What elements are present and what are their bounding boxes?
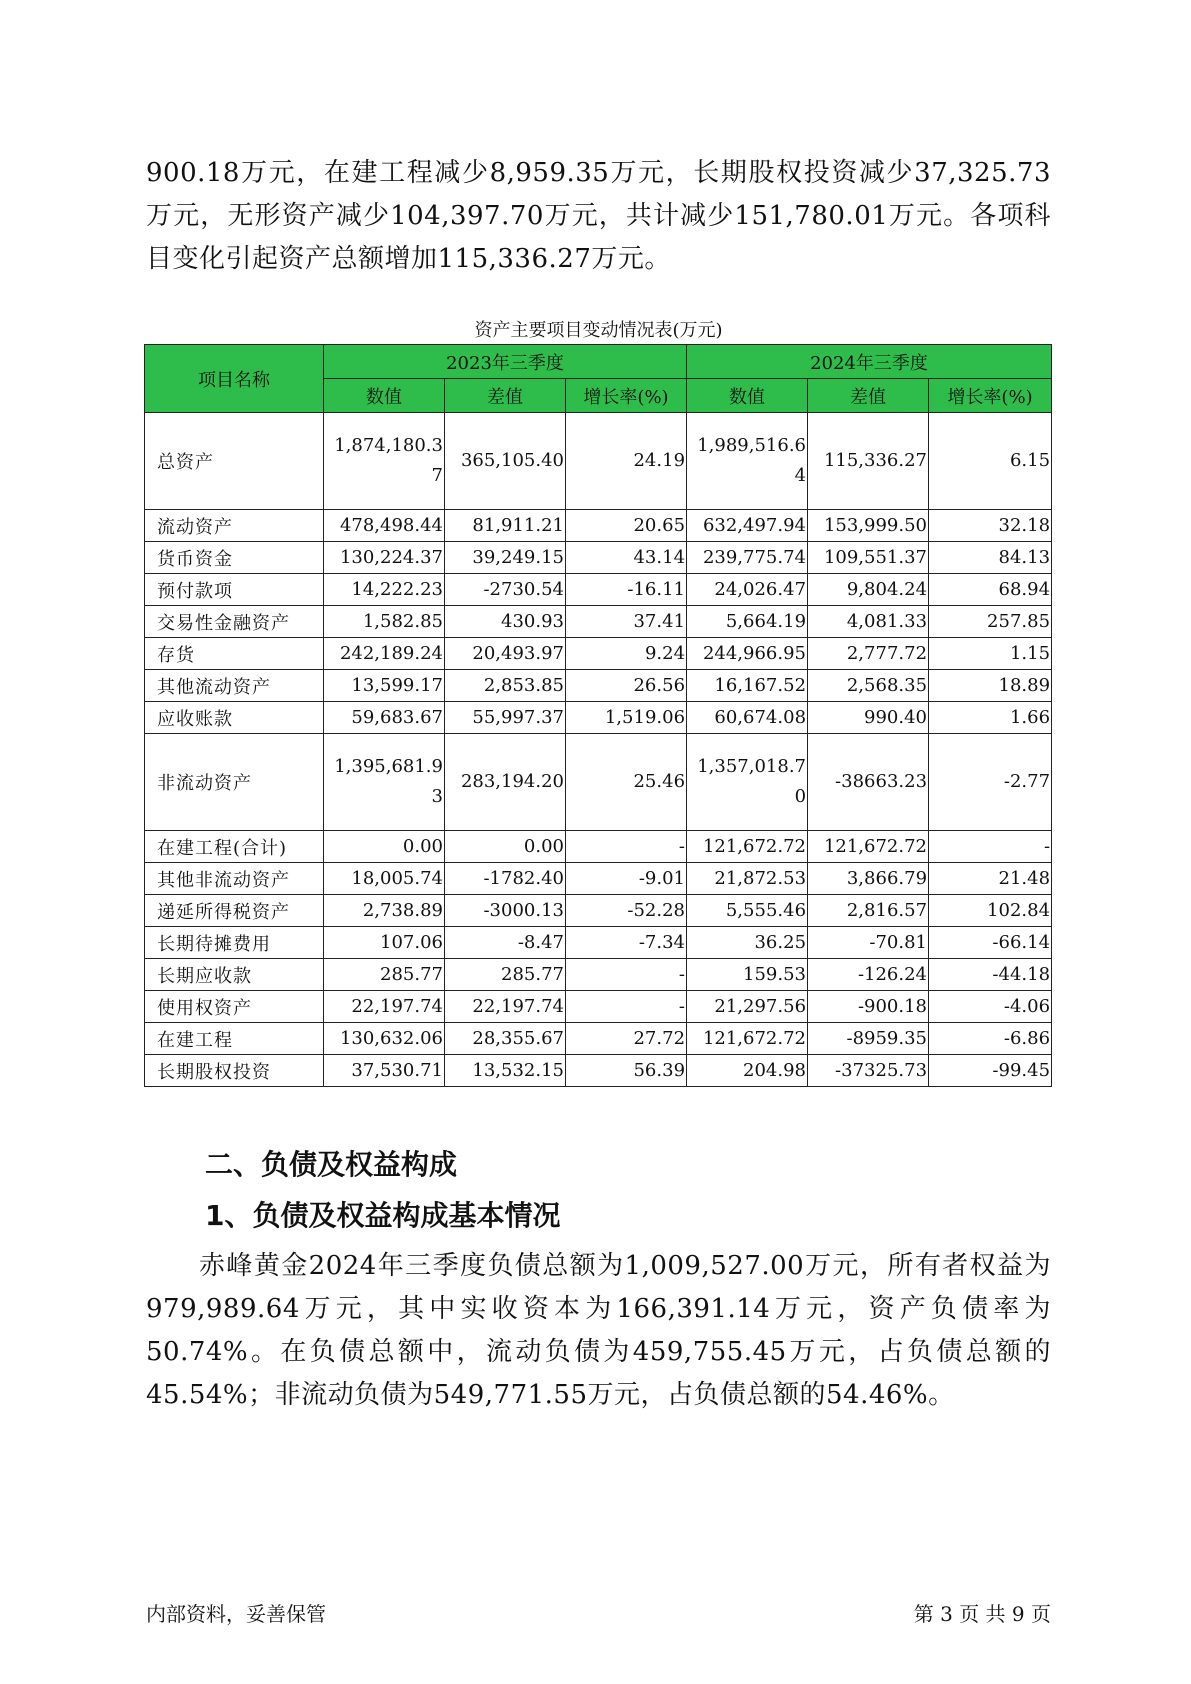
row-value-cell: -7.34 (566, 927, 687, 959)
row-value-cell: 990.40 (808, 702, 929, 734)
row-value-cell: -126.24 (808, 959, 929, 991)
row-value-cell: 84.13 (929, 542, 1052, 574)
row-value-cell: 159.53 (687, 959, 808, 991)
table-row (145, 638, 1052, 670)
row-value-cell: 2,816.57 (808, 895, 929, 927)
table-caption: 资产主要项目变动情况表(万元) (474, 320, 723, 341)
row-value-cell: 0.00 (445, 831, 566, 863)
row-value-cell: -52.28 (566, 895, 687, 927)
row-value-cell: 1.66 (929, 702, 1052, 734)
row-value-cell: 109,551.37 (808, 542, 929, 574)
row-value-cell: 13,532.15 (445, 1055, 566, 1087)
row-value-cell: 27.72 (566, 1023, 687, 1055)
row-value-cell: 24.19 (566, 413, 687, 510)
period-header-2024: 2024年三季度 (687, 345, 1052, 379)
table-row (145, 1055, 1052, 1087)
row-item-name: 应收账款 (145, 702, 324, 734)
row-value-cell: 32.18 (929, 510, 1052, 542)
table-body (145, 413, 1052, 1087)
row-value-cell: 242,189.24 (324, 638, 445, 670)
row-value-cell: 1,582.85 (324, 606, 445, 638)
row-value-cell: 37,530.71 (324, 1055, 445, 1087)
row-value-cell: -2.77 (929, 734, 1052, 831)
body-paragraph-bottom: 赤峰黄金2024年三季度负债总额为1,009,527.00万元，所有者权益为979,989.64万元，其中实收资本为166,391.14万元，资产负债率为50.74%。在负债总额中，流动负债为459,755.45万元，占负债总额的45.54%；非流动负债为549,771.55万元，占负债总额的54.46%。 (146, 1251, 1051, 1410)
row-value-cell: 2,853.85 (445, 670, 566, 702)
row-value-cell: 39,249.15 (445, 542, 566, 574)
row-value-cell: - (566, 831, 687, 863)
row-value-cell: -37325.73 (808, 1055, 929, 1087)
row-item-name: 流动资产 (145, 510, 324, 542)
sub-header-growth-2024: 增长率(%) (929, 379, 1052, 413)
table-row (145, 606, 1052, 638)
row-value-cell: 9,804.24 (808, 574, 929, 606)
body-paragraph-top: 900.18万元，在建工程减少8,959.35万元，长期股权投资减少37,325.73万元，无形资产减少104,397.70万元，共计减少151,780.01万元。各项科目变化引起资产总额增加115,336.27万元。 (146, 158, 1051, 274)
row-item-name: 预付款项 (145, 574, 324, 606)
row-value-cell: 0.00 (324, 831, 445, 863)
row-value-cell: 1,395,681.93 (324, 734, 445, 831)
row-value-cell: -99.45 (929, 1055, 1052, 1087)
row-value-cell: 37.41 (566, 606, 687, 638)
row-value-cell: 285.77 (324, 959, 445, 991)
row-value-cell: 283,194.20 (445, 734, 566, 831)
sub-header-growth-2023: 增长率(%) (566, 379, 687, 413)
row-value-cell: 9.24 (566, 638, 687, 670)
row-value-cell: 365,105.40 (445, 413, 566, 510)
row-value-cell: 21,872.53 (687, 863, 808, 895)
row-value-cell: -900.18 (808, 991, 929, 1023)
row-value-cell: 1,989,516.64 (687, 413, 808, 510)
row-value-cell: 56.39 (566, 1055, 687, 1087)
row-value-cell: -4.06 (929, 991, 1052, 1023)
row-value-cell: 68.94 (929, 574, 1052, 606)
row-value-cell: -44.18 (929, 959, 1052, 991)
table-row (145, 734, 1052, 831)
row-item-name: 货币资金 (145, 542, 324, 574)
row-value-cell: - (566, 991, 687, 1023)
row-value-cell: 36.25 (687, 927, 808, 959)
row-value-cell: 478,498.44 (324, 510, 445, 542)
row-value-cell: 244,966.95 (687, 638, 808, 670)
table-row (145, 670, 1052, 702)
row-item-name: 其他流动资产 (145, 670, 324, 702)
row-value-cell: 2,738.89 (324, 895, 445, 927)
row-value-cell: -1782.40 (445, 863, 566, 895)
table-row (145, 991, 1052, 1023)
row-value-cell: 13,599.17 (324, 670, 445, 702)
row-value-cell: 285.77 (445, 959, 566, 991)
row-value-cell: -38663.23 (808, 734, 929, 831)
row-value-cell: 239,775.74 (687, 542, 808, 574)
row-value-cell: 60,674.08 (687, 702, 808, 734)
row-value-cell: 1,357,018.70 (687, 734, 808, 831)
row-value-cell: 6.15 (929, 413, 1052, 510)
sub-header-diff-2023: 差值 (445, 379, 566, 413)
row-value-cell: -16.11 (566, 574, 687, 606)
row-value-cell: -8959.35 (808, 1023, 929, 1055)
row-value-cell: 121,672.72 (808, 831, 929, 863)
row-value-cell: 22,197.74 (445, 991, 566, 1023)
row-value-cell: 2,777.72 (808, 638, 929, 670)
table-row (145, 831, 1052, 863)
sub-header-value-2024: 数值 (687, 379, 808, 413)
row-value-cell: 28,355.67 (445, 1023, 566, 1055)
row-value-cell: 102.84 (929, 895, 1052, 927)
row-value-cell: -66.14 (929, 927, 1052, 959)
subsection-heading: 1、负债及权益构成基本情况 (205, 1199, 561, 1232)
row-value-cell: 130,224.37 (324, 542, 445, 574)
row-value-cell: -2730.54 (445, 574, 566, 606)
table-row (145, 574, 1052, 606)
row-item-name: 递延所得税资产 (145, 895, 324, 927)
row-item-name: 在建工程 (145, 1023, 324, 1055)
row-value-cell: 14,222.23 (324, 574, 445, 606)
row-value-cell: 130,632.06 (324, 1023, 445, 1055)
row-item-name: 使用权资产 (145, 991, 324, 1023)
row-value-cell: 25.46 (566, 734, 687, 831)
row-value-cell: 21,297.56 (687, 991, 808, 1023)
table-row (145, 413, 1052, 510)
row-item-name: 在建工程(合计) (145, 831, 324, 863)
row-value-cell: 18.89 (929, 670, 1052, 702)
row-value-cell: 107.06 (324, 927, 445, 959)
row-value-cell: 2,568.35 (808, 670, 929, 702)
row-value-cell: 55,997.37 (445, 702, 566, 734)
row-value-cell: 18,005.74 (324, 863, 445, 895)
row-item-name: 长期股权投资 (145, 1055, 324, 1087)
row-value-cell: -3000.13 (445, 895, 566, 927)
row-value-cell: 1,519.06 (566, 702, 687, 734)
row-item-name: 其他非流动资产 (145, 863, 324, 895)
row-value-cell: - (929, 831, 1052, 863)
row-value-cell: 22,197.74 (324, 991, 445, 1023)
footer-confidential-note: 内部资料，妥善保管 (146, 1602, 326, 1626)
row-value-cell: 21.48 (929, 863, 1052, 895)
row-value-cell: 4,081.33 (808, 606, 929, 638)
row-value-cell: -9.01 (566, 863, 687, 895)
row-value-cell: - (566, 959, 687, 991)
sub-header-value-2023: 数值 (324, 379, 445, 413)
table-row (145, 542, 1052, 574)
table-row (145, 1023, 1052, 1055)
row-value-cell: 153,999.50 (808, 510, 929, 542)
row-value-cell: 1,874,180.37 (324, 413, 445, 510)
row-value-cell: 5,555.46 (687, 895, 808, 927)
row-value-cell: 3,866.79 (808, 863, 929, 895)
row-value-cell: 632,497.94 (687, 510, 808, 542)
footer-page-number: 第 3 页 共 9 页 (913, 1602, 1051, 1626)
section-heading: 二、负债及权益构成 (205, 1148, 458, 1181)
assets-change-table (144, 344, 1052, 1087)
sub-header-diff-2024: 差值 (808, 379, 929, 413)
row-value-cell: -70.81 (808, 927, 929, 959)
row-value-cell: 121,672.72 (687, 1023, 808, 1055)
row-value-cell: 16,167.52 (687, 670, 808, 702)
row-value-cell: 121,672.72 (687, 831, 808, 863)
table-row (145, 863, 1052, 895)
row-item-name: 非流动资产 (145, 734, 324, 831)
column-header-item-name: 项目名称 (145, 345, 324, 413)
table-row (145, 959, 1052, 991)
row-value-cell: 430.93 (445, 606, 566, 638)
row-value-cell: -8.47 (445, 927, 566, 959)
row-item-name: 交易性金融资产 (145, 606, 324, 638)
row-item-name: 长期应收款 (145, 959, 324, 991)
row-value-cell: 20,493.97 (445, 638, 566, 670)
table-row (145, 702, 1052, 734)
table-row (145, 510, 1052, 542)
row-value-cell: 5,664.19 (687, 606, 808, 638)
table-row (145, 895, 1052, 927)
row-value-cell: 115,336.27 (808, 413, 929, 510)
row-value-cell: 1.15 (929, 638, 1052, 670)
row-value-cell: 204.98 (687, 1055, 808, 1087)
row-value-cell: 43.14 (566, 542, 687, 574)
row-item-name: 总资产 (145, 413, 324, 510)
row-value-cell: 257.85 (929, 606, 1052, 638)
row-value-cell: 59,683.67 (324, 702, 445, 734)
row-value-cell: 24,026.47 (687, 574, 808, 606)
row-item-name: 长期待摊费用 (145, 927, 324, 959)
row-value-cell: 26.56 (566, 670, 687, 702)
row-value-cell: 81,911.21 (445, 510, 566, 542)
table-row (145, 927, 1052, 959)
row-item-name: 存货 (145, 638, 324, 670)
row-value-cell: -6.86 (929, 1023, 1052, 1055)
row-value-cell: 20.65 (566, 510, 687, 542)
period-header-2023: 2023年三季度 (324, 345, 687, 379)
